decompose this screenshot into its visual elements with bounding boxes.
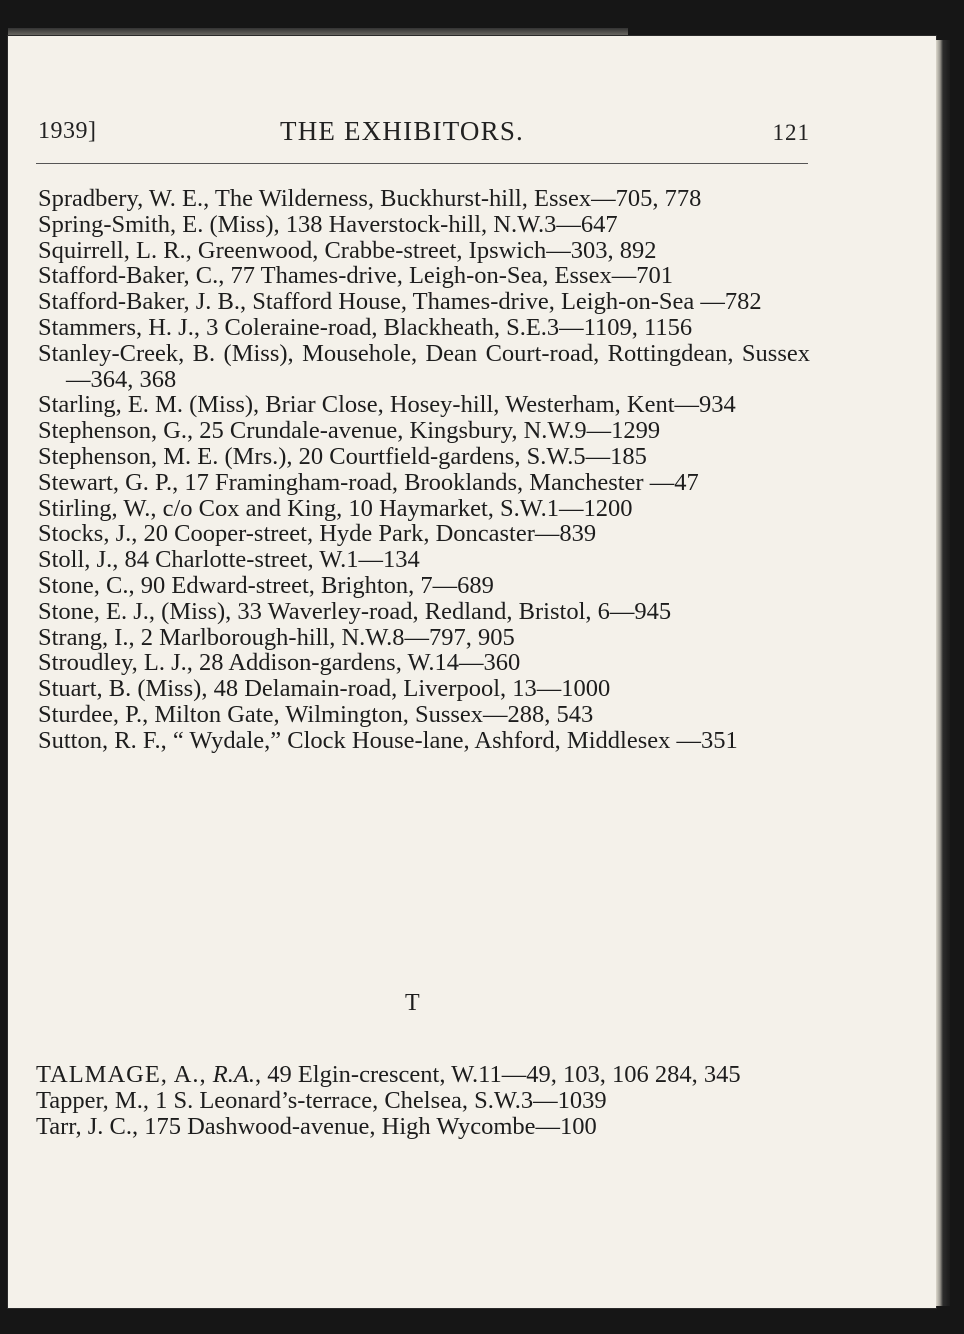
header-rule bbox=[36, 163, 808, 164]
running-header bbox=[30, 112, 810, 156]
exhibitor-entry: Stafford-Baker, J. B., Stafford House, Thames-drive, Leigh-on-Sea —782 bbox=[38, 288, 762, 316]
exhibitor-entry: Squirrell, L. R., Greenwood, Crabbe-street, Ipswich—303, 892 bbox=[38, 236, 657, 264]
exhibitor-entry: Spradbery, W. E., The Wilderness, Buckhurst-hill, Essex—705, 778 bbox=[38, 185, 702, 212]
exhibitor-list-s bbox=[38, 186, 810, 754]
exhibitor-title: R.A. bbox=[212, 1061, 255, 1088]
exhibitor-entry: Stanley-Creek, B. (Miss), Mousehole, Dean Court-road, Rottingdean, Sussex—364, 368 bbox=[38, 339, 810, 393]
exhibitor-entry-talmage bbox=[36, 1062, 810, 1088]
exhibitor-list-t bbox=[36, 1062, 810, 1139]
exhibitor-entry: Stewart, G. P., 17 Framingham-road, Brooklands, Manchester —47 bbox=[38, 468, 699, 496]
exhibitor-entry: Stoll, J., 84 Charlotte-street, W.1—134 bbox=[38, 546, 420, 574]
exhibitor-entry: Stephenson, G., 25 Crundale-avenue, Kingsbury, N.W.9—1299 bbox=[38, 417, 661, 445]
exhibitor-entry: Stephenson, M. E. (Mrs.), 20 Courtfield-gardens, S.W.5—185 bbox=[38, 442, 647, 470]
exhibitor-entry: Stone, C., 90 Edward-street, Brighton, 7—689 bbox=[38, 571, 494, 599]
exhibitor-entry: Stafford-Baker, C., 77 Thames-drive, Leigh-on-Sea, Essex—701 bbox=[38, 262, 673, 290]
exhibitor-entry: Stuart, B. (Miss), 48 Delamain-road, Liverpool, 13—1000 bbox=[38, 675, 611, 703]
exhibitor-entry: Sutton, R. F., “ Wydale,” Clock House-lane, Ashford, Middlesex —351 bbox=[38, 726, 738, 754]
exhibitor-entry: Stroudley, L. J., 28 Addison-gardens, W.14—360 bbox=[38, 649, 521, 677]
exhibitor-entry: Spring-Smith, E. (Miss), 138 Haverstock-hill, N.W.3—647 bbox=[38, 210, 618, 238]
section-letter-t: T bbox=[405, 990, 420, 1016]
exhibitor-entry: Stammers, H. J., 3 Coleraine-road, Blackheath, S.E.3—1109, 1156 bbox=[38, 313, 693, 341]
header-title: THE EXHIBITORS. bbox=[280, 116, 524, 146]
exhibitor-entry: Starling, E. M. (Miss), Briar Close, Hosey-hill, Westerham, Kent—934 bbox=[38, 391, 736, 419]
page-edge bbox=[936, 40, 950, 1306]
exhibitor-entry: Sturdee, P., Milton Gate, Wilmington, Sussex—288, 543 bbox=[38, 700, 594, 728]
exhibitor-entry: Strang, I., 2 Marlborough-hill, N.W.8—797, 905 bbox=[38, 623, 515, 651]
exhibitor-entry: Tarr, J. C., 175 Dashwood-avenue, High Wycombe—100 bbox=[36, 1112, 597, 1140]
exhibitor-entry: Tapper, M., 1 S. Leonard’s-terrace, Chelsea, S.W.3—1039 bbox=[36, 1086, 607, 1114]
exhibitor-details: , 49 Elgin-crescent, W.11—49, 103, 106 284, 345 bbox=[254, 1061, 741, 1088]
exhibitor-entry: Stocks, J., 20 Cooper-street, Hyde Park, Doncaster—839 bbox=[38, 520, 597, 548]
page-number: 121 bbox=[772, 120, 810, 145]
header-year: 1939] bbox=[38, 118, 97, 144]
exhibitor-name-caps: TALMAGE, A., bbox=[36, 1061, 207, 1088]
exhibitor-entry: Stirling, W., c/o Cox and King, 10 Haymarket, S.W.1—1200 bbox=[38, 494, 633, 522]
exhibitor-entry: Stone, E. J., (Miss), 33 Waverley-road, Redland, Bristol, 6—945 bbox=[38, 597, 672, 625]
